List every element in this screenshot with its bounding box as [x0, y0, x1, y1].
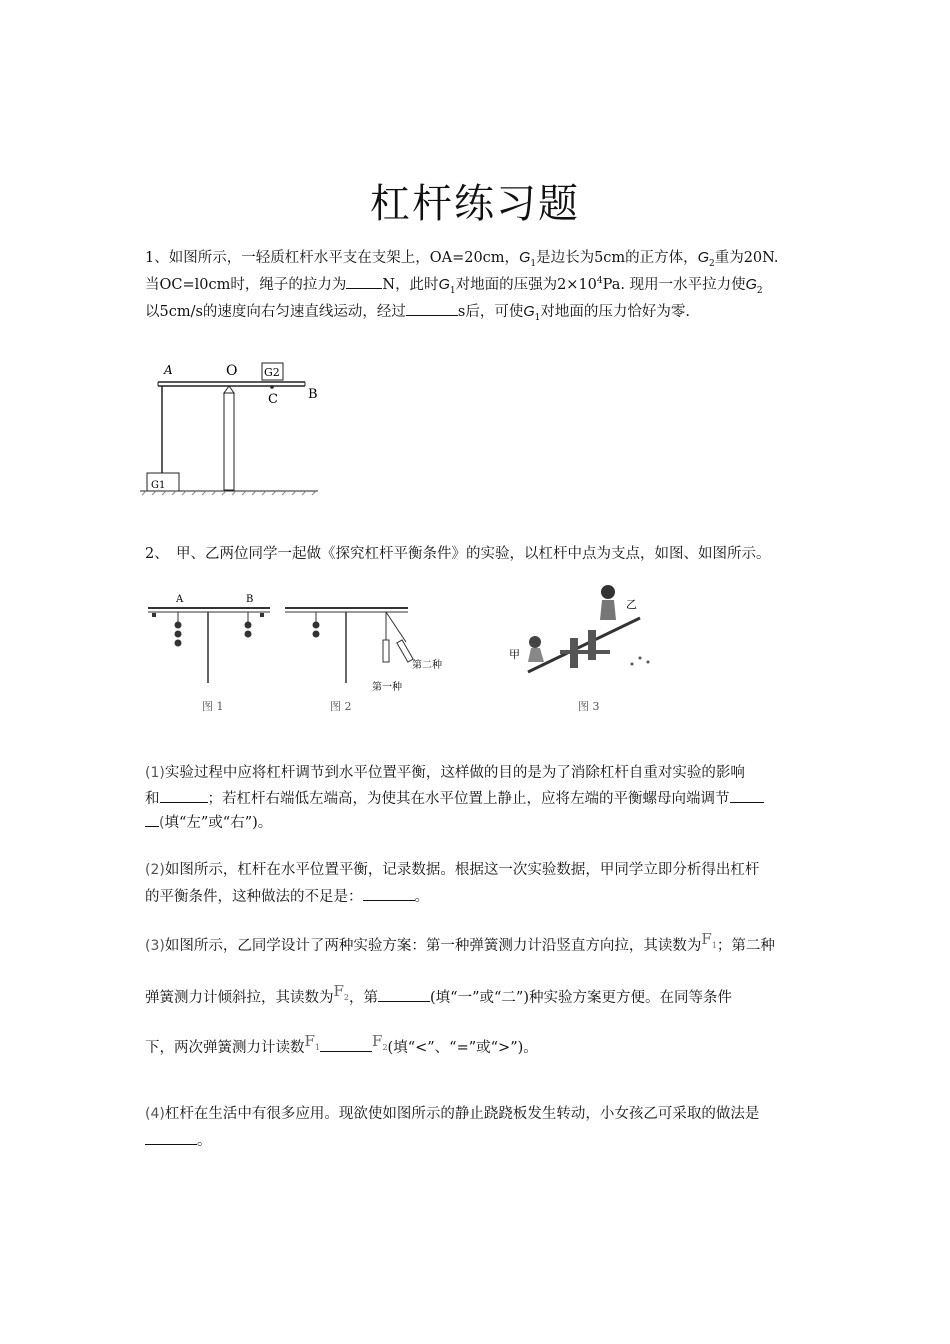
- fig3-label: 图 3: [578, 700, 600, 713]
- q2-part2-line1: (2)如图所示，杠杆在水平位置平衡，记录数据。根据这一次实验数据，甲同学立即分析得出杠杆: [145, 862, 760, 878]
- q1-line2: 当OC=l0cm时，绳子的拉力为 N，此时$G_1$对地面的压强为$2\times 10^4Pa$. 现用一水平拉力使$G_2$: [145, 276, 763, 296]
- page-title: 杠杆练习题: [370, 181, 580, 227]
- jia-label: 甲: [509, 648, 520, 661]
- q2-intro: 2、 甲、乙两位同学一起做《探究杠杆平衡条件》的实验，以杠杆中点为支点，如图、如图所示。: [145, 546, 771, 562]
- second-method-label: 第二种: [412, 660, 442, 671]
- answer-blank[interactable]: [160, 790, 208, 803]
- point-a-label: A: [164, 363, 173, 377]
- first-method-label: 第一种: [372, 682, 402, 693]
- answer-blank[interactable]: [320, 1039, 372, 1052]
- point-b-label: B: [308, 387, 318, 402]
- q2-part3-line3: 下，两次弹簧测力计读数$F_1$ $F_2$(填“<”、“=”或“>”)。: [145, 1032, 538, 1056]
- q2-part4-line2: 。: [145, 1129, 212, 1150]
- point-o-label: O: [226, 363, 238, 379]
- answer-blank[interactable]: [378, 989, 430, 1002]
- q2-part1-line3: (填“左”或“右”)。: [145, 811, 272, 832]
- g2-label: G2: [264, 366, 280, 379]
- q1-line1: 1、如图所示，一轻质杠杆水平支在支架上，OA=20cm，$G_1$是边长为5cm的正方体，$G_2$重为20N.: [145, 250, 779, 269]
- answer-blank[interactable]: [346, 276, 382, 289]
- fig1-label: 图 1: [202, 700, 224, 713]
- q2-part3-line2: 弹簧测力计倾斜拉，其读数为$F_2$，第 (填“一”或“二”)种实验方案更方便。在同等条件: [145, 982, 732, 1006]
- fig1-a-label: A: [176, 594, 184, 605]
- answer-blank[interactable]: [363, 888, 415, 901]
- fig2-label: 图 2: [330, 700, 352, 713]
- q2-part1-line1: (1)实验过程中应将杠杆调节到水平位置平衡，这样做的目的是为了消除杠杆自重对实验的影响: [145, 765, 745, 781]
- answer-blank[interactable]: [145, 814, 159, 827]
- g1-label: G1: [151, 480, 166, 491]
- answer-blank[interactable]: [730, 790, 764, 803]
- fig1-b-label: B: [246, 594, 254, 605]
- q2-part1-line2: 和 ；若杠杆右端低左端高，为使其在水平位置上静止，应将左端的平衡螺母向端调节: [145, 787, 764, 808]
- yi-label: 乙: [626, 598, 637, 611]
- answer-blank[interactable]: [406, 303, 458, 316]
- q1-lever-figure: [140, 350, 340, 500]
- q2-part3-line1: (3)如图所示，乙同学设计了两种实验方案：第一种弹簧测力计沿竖直方向拉，其读数为$F_1$；第二种: [145, 930, 775, 954]
- q2-figures: [140, 580, 700, 720]
- answer-blank[interactable]: [145, 1132, 197, 1145]
- q2-part4-line1: (4)杠杆在生活中有很多应用。现欲使如图所示的静止跷跷板发生转动，小女孩乙可采取的做法是: [145, 1106, 760, 1122]
- point-c-label: C: [268, 392, 278, 407]
- q2-part2-line2: 的平衡条件，这种做法的不足是： 。: [145, 889, 429, 905]
- q1-line3: 以5cm/s的速度向右匀速直线运动，经过 s后，可使$G_1$对地面的压力恰好为零.: [145, 304, 690, 323]
